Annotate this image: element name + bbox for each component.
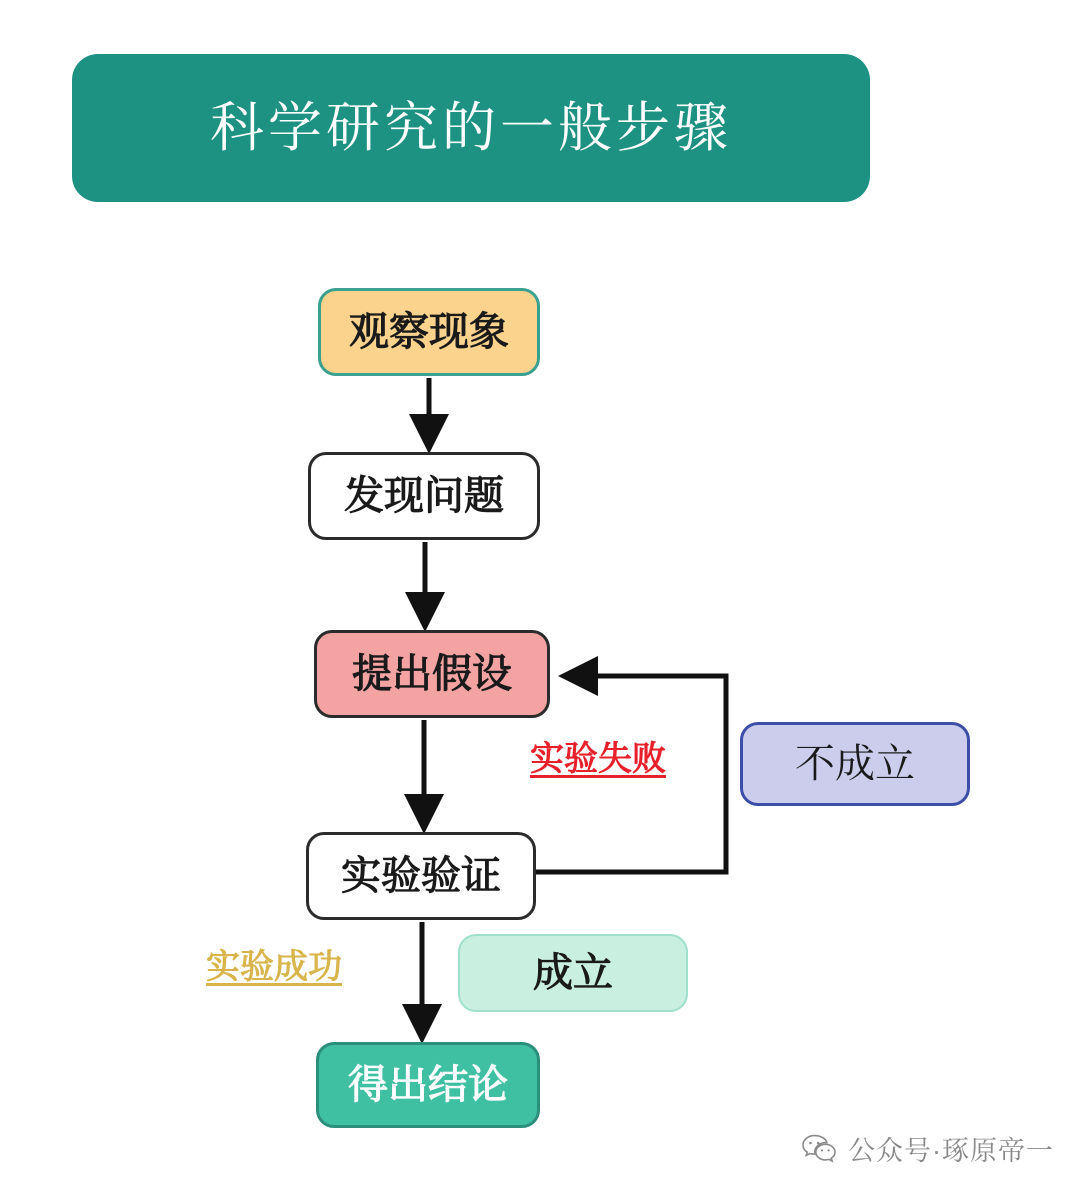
node-experiment[interactable] <box>306 832 536 920</box>
node-experiment-label: 实验验证 <box>341 854 501 898</box>
edge-label-experiment-failed: 实验失败 <box>530 740 666 778</box>
node-conclusion-label: 得出结论 <box>348 1063 508 1107</box>
wechat-icon <box>802 1134 836 1164</box>
node-not-established[interactable] <box>740 722 970 806</box>
node-not-established-label: 不成立 <box>795 742 915 786</box>
title-banner <box>72 54 870 202</box>
node-established-label: 成立 <box>533 951 613 995</box>
page-title: 科学研究的一般步骤 <box>210 98 732 158</box>
watermark <box>802 1129 1054 1168</box>
node-established[interactable] <box>458 934 688 1012</box>
watermark-text: 公众号·琢原帝一 <box>848 1136 1054 1166</box>
node-observe-label: 观察现象 <box>349 310 509 354</box>
node-question[interactable] <box>308 452 540 540</box>
node-conclusion[interactable] <box>316 1042 540 1128</box>
node-question-label: 发现问题 <box>344 474 504 518</box>
node-hypothesis-label: 提出假设 <box>352 652 512 696</box>
node-observe[interactable] <box>318 288 540 376</box>
edge-label-experiment-succeeded: 实验成功 <box>206 948 342 986</box>
node-hypothesis[interactable] <box>314 630 550 718</box>
